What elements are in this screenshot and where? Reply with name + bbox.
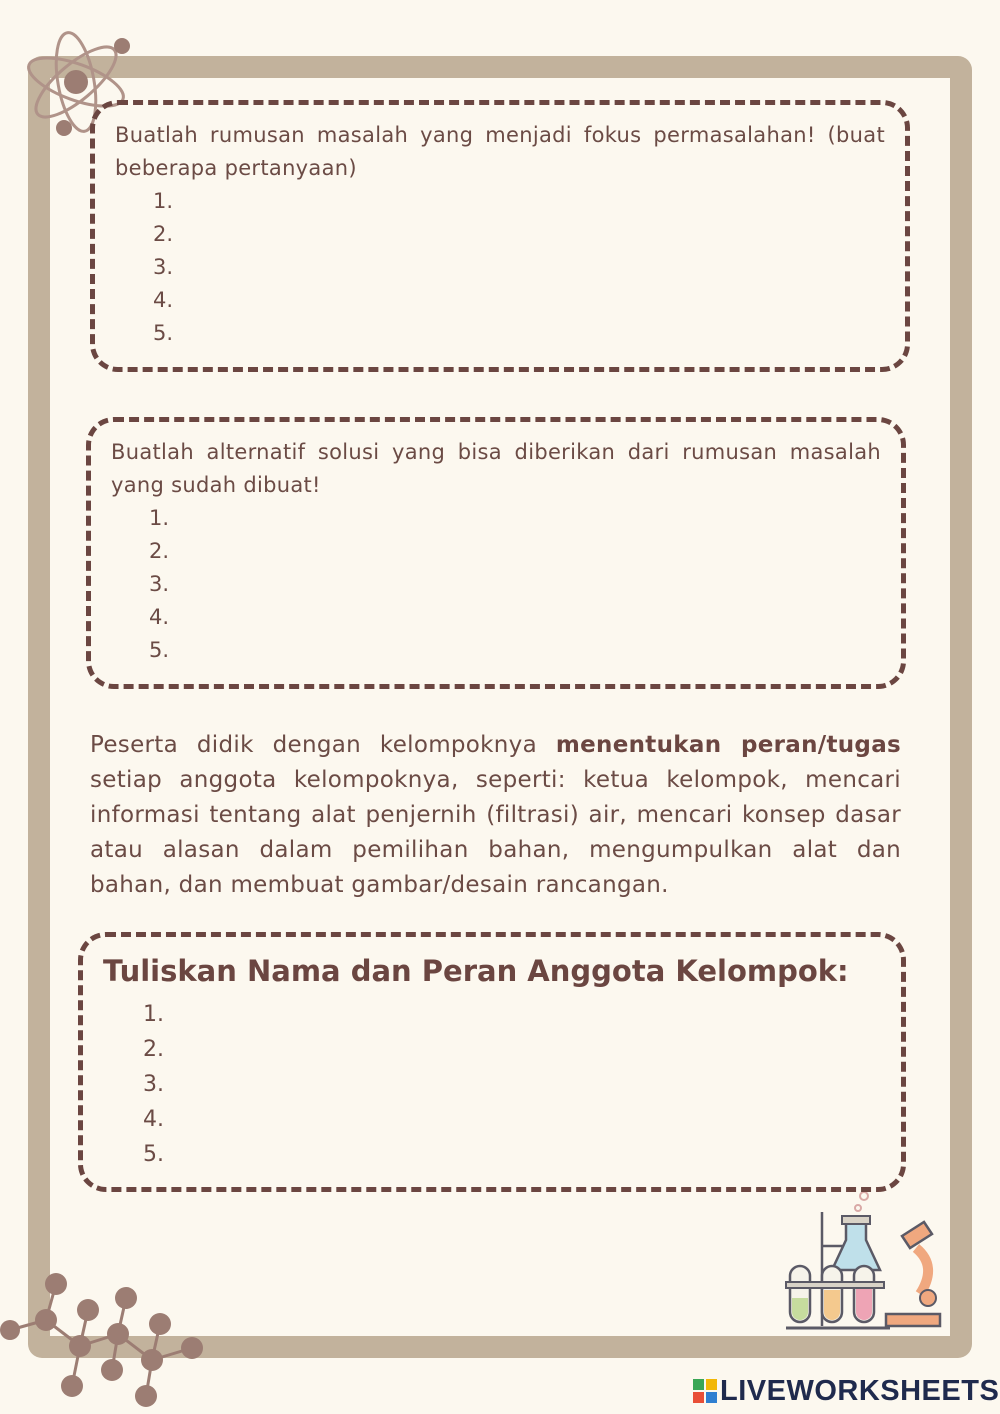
list-item[interactable]: 3. (143, 1072, 164, 1097)
instruction-text-end: setiap anggota kelompoknya, seperti: ketua kelompok, mencari informasi tentang alat penjernih (filtrasi) air, mencari konsep dasar atau alasan dalam pemilihan bahan, mengumpulkan alat dan bahan, dan membuat gambar/desain rancangan. (90, 767, 901, 898)
problem-formulation-box (90, 100, 910, 372)
brand-name: LIVEWORKSHEETS (720, 1374, 1000, 1407)
problem-formulation-prompt: Buatlah rumusan masalah yang menjadi fokus permasalahan! (buat beberapa pertanyaan) (115, 123, 885, 180)
list-item[interactable]: 3. (153, 255, 174, 279)
instruction-text-start: Peserta didik dengan kelompoknya (90, 732, 556, 758)
group-members-list (103, 997, 881, 1172)
list-item[interactable]: 2. (143, 1037, 164, 1062)
list-item[interactable]: 5. (153, 321, 174, 345)
group-members-title: Tuliskan Nama dan Peran Anggota Kelompok: (103, 954, 849, 988)
group-members-box (78, 932, 906, 1192)
list-item[interactable]: 1. (143, 1002, 164, 1027)
list-item[interactable]: 4. (143, 1107, 164, 1132)
molecule-icon (0, 1268, 210, 1414)
liveworksheets-mark-icon (692, 1378, 718, 1404)
solution-alternatives-prompt: Buatlah alternatif solusi yang bisa diberikan dari rumusan masalah yang sudah dibuat! (111, 440, 881, 497)
list-item[interactable]: 4. (153, 288, 174, 312)
role-instruction-paragraph (90, 728, 901, 903)
list-item[interactable]: 1. (153, 189, 174, 213)
list-item[interactable]: 2. (149, 539, 170, 563)
solution-alternatives-box (86, 417, 906, 689)
list-item[interactable]: 5. (149, 638, 170, 662)
lab-equipment-icon (782, 1186, 944, 1336)
list-item[interactable]: 5. (143, 1142, 164, 1167)
instruction-emphasis: menentukan peran/tugas (555, 732, 902, 758)
list-item[interactable]: 4. (149, 605, 170, 629)
liveworksheets-logo (692, 1374, 999, 1408)
list-item[interactable]: 3. (149, 572, 170, 596)
list-item[interactable]: 1. (149, 506, 170, 530)
list-item[interactable]: 2. (153, 222, 174, 246)
solution-alternatives-list (111, 502, 881, 667)
problem-formulation-list (115, 185, 885, 350)
